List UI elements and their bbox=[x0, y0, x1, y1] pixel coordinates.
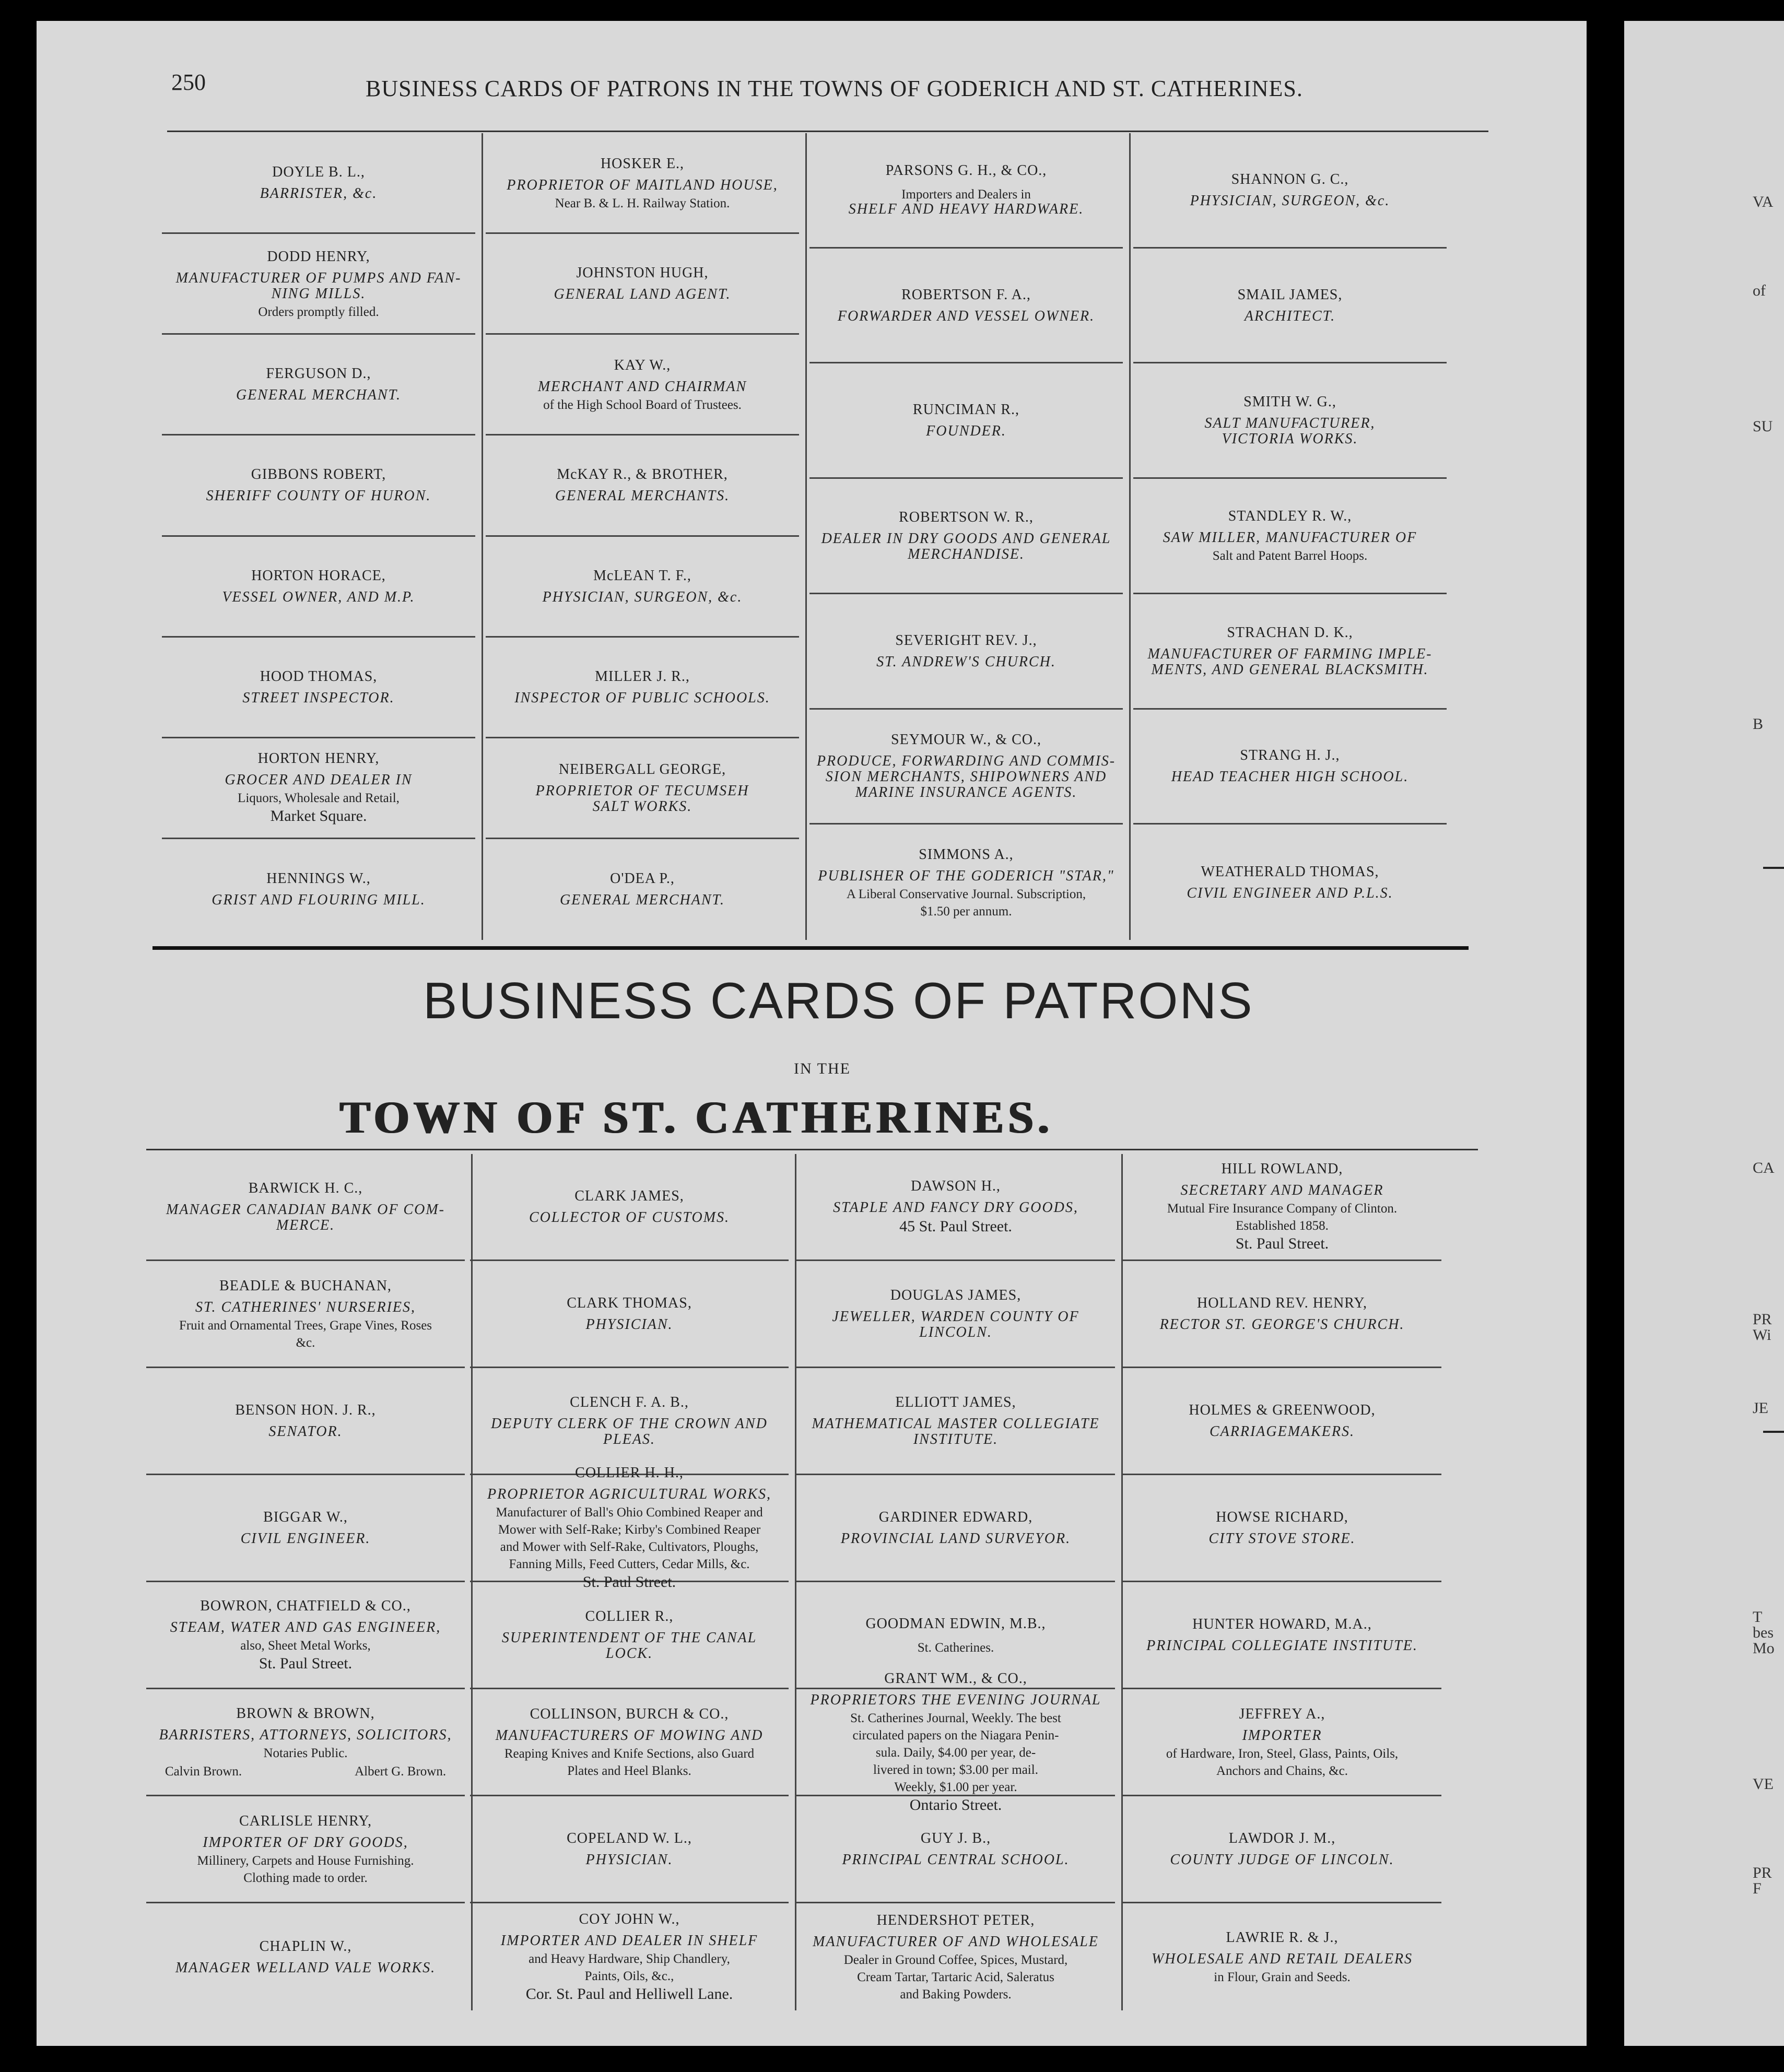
card-detail: Established 1858. bbox=[1236, 1219, 1329, 1233]
patron-name: BIGGAR W., bbox=[263, 1509, 348, 1525]
section-subtitle: IN THE bbox=[794, 1060, 851, 1077]
occupation-line: MANUFACTURERS OF MOWING AND bbox=[495, 1727, 764, 1744]
patron-name: FERGUSON D., bbox=[266, 366, 371, 382]
patron-name: HENNINGS W., bbox=[266, 870, 371, 887]
partner-names bbox=[165, 1764, 446, 1779]
business-card bbox=[1123, 1368, 1441, 1475]
business-card bbox=[1123, 1582, 1441, 1689]
occupation-line: PRODUCE, FORWARDING AND COMMIS- bbox=[816, 753, 1116, 770]
occupation-line: PUBLISHER OF THE GODERICH "STAR," bbox=[818, 867, 1114, 884]
occupation-line: MANAGER CANADIAN BANK OF COM- bbox=[166, 1202, 445, 1218]
patron-name: SMAIL JAMES, bbox=[1237, 286, 1343, 303]
patron-name: GARDINER EDWARD, bbox=[878, 1509, 1033, 1525]
card-detail: $1.50 per annum. bbox=[920, 904, 1012, 919]
patron-name: STANDLEY R. W., bbox=[1228, 508, 1352, 525]
occupation-line: SHELF AND HEAVY HARDWARE. bbox=[848, 201, 1084, 218]
patron-name: GOODMAN EDWIN, M.B., bbox=[865, 1615, 1046, 1632]
card-column bbox=[1133, 133, 1447, 940]
business-card bbox=[486, 435, 799, 536]
patron-name: COLLIER H. H., bbox=[575, 1465, 684, 1481]
card-column bbox=[146, 1154, 465, 2010]
business-card bbox=[809, 479, 1123, 594]
patron-name: LAWDOR J. M., bbox=[1228, 1830, 1336, 1846]
adjacent-page-fragment: bes bbox=[1753, 1624, 1774, 1641]
occupation-line: DEALER IN DRY GOODS AND GENERAL bbox=[821, 530, 1111, 547]
adjacent-page-fragment: T bbox=[1753, 1608, 1763, 1626]
patron-name: SEVERIGHT REV. J., bbox=[895, 632, 1037, 649]
patron-name: COY JOHN W., bbox=[579, 1911, 680, 1927]
business-card bbox=[1133, 249, 1447, 364]
card-detail: Fanning Mills, Feed Cutters, Cedar Mills, &c. bbox=[509, 1557, 750, 1571]
occupation-line: DEPUTY CLERK OF THE CROWN AND bbox=[491, 1416, 768, 1432]
column-divider bbox=[805, 133, 807, 940]
occupation-line: ST. CATHERINES' NURSERIES, bbox=[195, 1299, 416, 1315]
card-detail: Millinery, Carpets and House Furnishing. bbox=[197, 1854, 414, 1868]
adjacent-page-fragment: SU bbox=[1753, 418, 1773, 435]
occupation-line: GROCER AND DEALER IN bbox=[225, 772, 413, 788]
business-card bbox=[162, 638, 475, 738]
street-address: 45 St. Paul Street. bbox=[899, 1218, 1012, 1235]
patron-name: BOWRON, CHATFIELD & CO., bbox=[200, 1597, 411, 1614]
business-card bbox=[796, 1670, 1115, 1814]
occupation-line: CIVIL ENGINEER AND P.L.S. bbox=[1187, 885, 1393, 901]
business-card bbox=[146, 1582, 465, 1689]
card-detail: Cream Tartar, Tartaric Acid, Saleratus bbox=[857, 1970, 1054, 1984]
adjacent-page-fragment: Wi bbox=[1753, 1326, 1771, 1344]
business-card bbox=[486, 234, 799, 335]
business-card bbox=[796, 1261, 1115, 1368]
patron-name: McLEAN T. F., bbox=[593, 567, 691, 584]
card-detail: and Baking Powders. bbox=[900, 1987, 1012, 2002]
business-card bbox=[470, 1582, 789, 1689]
occupation-line: SENATOR. bbox=[268, 1423, 343, 1440]
card-detail: in Flour, Grain and Seeds. bbox=[1214, 1970, 1351, 1984]
patron-name: SHANNON G. C., bbox=[1231, 171, 1349, 187]
occupation-line: SALT MANUFACTURER, bbox=[1204, 415, 1376, 432]
patron-name: HOSKER E., bbox=[600, 155, 685, 172]
occupation-line: STAPLE AND FANCY DRY GOODS, bbox=[833, 1199, 1078, 1216]
occupation-line: PROPRIETOR AGRICULTURAL WORKS, bbox=[487, 1486, 771, 1502]
business-card bbox=[146, 1689, 465, 1796]
card-detail: and Heavy Hardware, Ship Chandlery, bbox=[529, 1951, 730, 1966]
patron-name: GUY J. B., bbox=[920, 1830, 991, 1846]
card-column bbox=[486, 133, 799, 940]
card-detail: Paints, Oils, &c., bbox=[584, 1969, 674, 1983]
business-card bbox=[809, 133, 1123, 249]
occupation-line: BARRISTERS, ATTORNEYS, SOLICITORS, bbox=[159, 1726, 452, 1743]
patron-name: CHAPLIN W., bbox=[259, 1938, 352, 1955]
occupation-line: ARCHITECT. bbox=[1244, 308, 1336, 324]
occupation-line: IMPORTER OF DRY GOODS, bbox=[203, 1834, 408, 1851]
occupation-line: GENERAL MERCHANT. bbox=[236, 387, 402, 404]
street-address: St. Paul Street. bbox=[1235, 1235, 1329, 1252]
patron-name: BROWN & BROWN, bbox=[236, 1705, 375, 1722]
business-card bbox=[1133, 594, 1447, 710]
occupation-line: PRINCIPAL COLLEGIATE INSTITUTE. bbox=[1146, 1638, 1418, 1654]
occupation-line: CIVIL ENGINEER. bbox=[240, 1531, 371, 1547]
business-card bbox=[1133, 363, 1447, 479]
card-detail: Anchors and Chains, &c. bbox=[1216, 1764, 1348, 1778]
card-detail: Orders promptly filled. bbox=[258, 304, 379, 319]
business-card bbox=[162, 435, 475, 536]
business-card bbox=[162, 133, 475, 234]
card-detail: Near B. & L. H. Railway Station. bbox=[555, 196, 730, 210]
occupation-line: SAW MILLER, MANUFACTURER OF bbox=[1163, 529, 1417, 546]
adjacent-page-fragment: B bbox=[1753, 715, 1764, 733]
patron-name: HORTON HENRY, bbox=[257, 750, 380, 767]
business-card bbox=[796, 1368, 1115, 1475]
card-detail: and Mower with Self-Rake, Cultivators, Ploughs, bbox=[500, 1540, 759, 1554]
card-column bbox=[162, 133, 475, 940]
patron-name: SMITH W. G., bbox=[1243, 394, 1336, 410]
patron-name: HOLMES & GREENWOOD, bbox=[1189, 1402, 1376, 1418]
occupation-line: FOUNDER. bbox=[926, 423, 1006, 440]
card-detail: St. Catherines. bbox=[917, 1640, 994, 1655]
patron-name: COLLINSON, BURCH & CO., bbox=[530, 1706, 729, 1722]
card-detail: Mower with Self-Rake; Kirby's Combined Reaper bbox=[498, 1523, 761, 1537]
business-card bbox=[162, 738, 475, 839]
business-card bbox=[486, 839, 799, 940]
patron-name: HORTON HORACE, bbox=[251, 567, 386, 584]
card-detail: Liquors, Wholesale and Retail, bbox=[238, 791, 400, 806]
business-card bbox=[1123, 1154, 1441, 1261]
occupation-line: PROPRIETORS THE EVENING JOURNAL bbox=[810, 1691, 1101, 1708]
card-detail: Mutual Fire Insurance Company of Clinton. bbox=[1167, 1202, 1398, 1216]
patron-name: BENSON HON. J. R., bbox=[235, 1402, 376, 1418]
patron-name: COPELAND W. L., bbox=[567, 1830, 692, 1846]
section-title: BUSINESS CARDS OF PATRONS bbox=[423, 972, 1254, 1029]
patron-name: BEADLE & BUCHANAN, bbox=[219, 1278, 392, 1294]
town-title: TOWN OF ST. CATHERINES. bbox=[339, 1092, 1053, 1143]
business-card bbox=[146, 1261, 465, 1368]
patron-name: ROBERTSON W. R., bbox=[899, 509, 1034, 525]
card-column bbox=[809, 133, 1123, 940]
card-detail: Fruit and Ornamental Trees, Grape Vines, Roses bbox=[179, 1318, 432, 1333]
card-detail: A Liberal Conservative Journal. Subscription, bbox=[846, 887, 1086, 901]
business-card bbox=[470, 1689, 789, 1796]
street-address: St. Paul Street. bbox=[582, 1573, 676, 1591]
occupation-line: ST. ANDREW'S CHURCH. bbox=[876, 653, 1056, 670]
occupation-line: MERCHANDISE. bbox=[908, 546, 1025, 562]
business-card bbox=[809, 363, 1123, 479]
business-card bbox=[1123, 1475, 1441, 1582]
card-column bbox=[470, 1154, 789, 2010]
occupation-line: SUPERINTENDENT OF THE CANAL bbox=[501, 1630, 757, 1646]
business-card bbox=[470, 1261, 789, 1368]
occupation-line: CITY STOVE STORE. bbox=[1208, 1531, 1356, 1547]
occupation-line: PROPRIETOR OF MAITLAND HOUSE, bbox=[507, 176, 778, 193]
business-card bbox=[486, 537, 799, 638]
business-card bbox=[796, 1475, 1115, 1582]
occupation-line: RECTOR ST. GEORGE'S CHURCH. bbox=[1159, 1316, 1405, 1333]
business-card bbox=[1123, 1689, 1441, 1796]
partner-name: Calvin Brown. bbox=[165, 1764, 242, 1779]
patron-name: RUNCIMAN R., bbox=[912, 402, 1020, 418]
patron-name: SEYMOUR W., & CO., bbox=[891, 732, 1041, 748]
patron-name: DOYLE B. L., bbox=[272, 164, 365, 181]
adjacent-page-fragment: VA bbox=[1753, 193, 1774, 210]
occupation-line: GRIST AND FLOURING MILL. bbox=[212, 892, 426, 909]
card-detail: Clothing made to order. bbox=[243, 1871, 368, 1885]
business-card bbox=[1123, 1261, 1441, 1368]
business-card bbox=[470, 1903, 789, 2010]
partner-name: Albert G. Brown. bbox=[355, 1764, 447, 1779]
business-card bbox=[146, 1475, 465, 1582]
occupation-line: GENERAL MERCHANTS. bbox=[555, 488, 730, 504]
patron-name: COLLIER R., bbox=[585, 1608, 674, 1624]
patron-name: O'DEA P., bbox=[610, 870, 675, 887]
business-card bbox=[809, 594, 1123, 710]
business-card bbox=[146, 1368, 465, 1475]
business-card bbox=[470, 1154, 789, 1261]
adjacent-page-fragment: CA bbox=[1753, 1159, 1775, 1176]
occupation-line: MANAGER WELLAND VALE WORKS. bbox=[175, 1959, 436, 1976]
patron-name: DAWSON H., bbox=[911, 1178, 1001, 1194]
occupation-line: MENTS, AND GENERAL BLACKSMITH. bbox=[1151, 661, 1429, 678]
patron-name: HENDERSHOT PETER, bbox=[876, 1912, 1035, 1928]
patron-name: GRANT WM., & CO., bbox=[884, 1670, 1027, 1687]
patron-name: HILL ROWLAND, bbox=[1221, 1161, 1343, 1177]
occupation-line: LOCK. bbox=[605, 1645, 653, 1662]
adjacent-page-fragment: PR bbox=[1753, 1864, 1772, 1881]
adjacent-page-fragment: F bbox=[1753, 1880, 1762, 1897]
patron-name: SIMMONS A., bbox=[919, 846, 1014, 863]
card-detail: Dealer in Ground Coffee, Spices, Mustard, bbox=[843, 1953, 1068, 1967]
business-card bbox=[809, 825, 1123, 940]
adjacent-page-fragment: of bbox=[1753, 282, 1766, 299]
patron-name: STRANG H. J., bbox=[1240, 747, 1340, 764]
patron-name: JEFFREY A., bbox=[1239, 1706, 1325, 1722]
business-card bbox=[796, 1903, 1115, 2010]
card-detail: of the High School Board of Trustees. bbox=[543, 397, 742, 412]
occupation-line: MERCE. bbox=[276, 1217, 335, 1233]
occupation-line: BARRISTER, &c. bbox=[260, 185, 378, 202]
occupation-line: PHYSICIAN, SURGEON, &c. bbox=[1190, 192, 1390, 209]
business-card bbox=[486, 335, 799, 435]
occupation-line: MANUFACTURER OF FARMING IMPLE- bbox=[1147, 645, 1433, 662]
occupation-line: MANUFACTURER OF AND WHOLESALE bbox=[813, 1934, 1099, 1950]
occupation-line: IMPORTER bbox=[1242, 1727, 1322, 1744]
business-card bbox=[486, 738, 799, 839]
patron-name: MILLER J. R., bbox=[595, 668, 690, 685]
occupation-line: FORWARDER AND VESSEL OWNER. bbox=[837, 308, 1095, 324]
occupation-line: MARINE INSURANCE AGENTS. bbox=[855, 784, 1077, 801]
patron-name: ROBERTSON F. A., bbox=[901, 286, 1031, 303]
business-card bbox=[1123, 1903, 1441, 2010]
occupation-line: HEAD TEACHER HIGH SCHOOL. bbox=[1171, 769, 1409, 785]
occupation-line: NING MILLS. bbox=[271, 285, 366, 302]
card-detail: circulated papers on the Niagara Penin- bbox=[852, 1728, 1059, 1743]
adjacent-page-fragment: PR bbox=[1753, 1311, 1772, 1328]
occupation-line: PLEAS. bbox=[603, 1431, 655, 1447]
town-title-rule bbox=[146, 1149, 1478, 1150]
patron-name: JOHNSTON HUGH, bbox=[576, 265, 709, 281]
patron-name: DODD HENRY, bbox=[267, 248, 370, 265]
card-detail: Plates and Heel Blanks. bbox=[567, 1764, 691, 1778]
adjacent-page-fragment: VE bbox=[1753, 1775, 1774, 1793]
occupation-line: COUNTY JUDGE OF LINCOLN. bbox=[1170, 1852, 1394, 1868]
business-card bbox=[796, 1796, 1115, 1903]
patron-name: GIBBONS ROBERT, bbox=[251, 466, 386, 483]
adjacent-page-fragment: Mo bbox=[1753, 1640, 1775, 1657]
patron-name: HOLLAND REV. HENRY, bbox=[1197, 1295, 1367, 1311]
patron-name: ELLIOTT JAMES, bbox=[895, 1394, 1016, 1410]
column-divider bbox=[482, 133, 483, 940]
occupation-line: PRINCIPAL CENTRAL SCHOOL. bbox=[842, 1852, 1070, 1868]
occupation-line: INSTITUTE. bbox=[913, 1431, 999, 1447]
patron-name: KAY W., bbox=[614, 357, 671, 373]
patron-name: HUNTER HOWARD, M.A., bbox=[1192, 1616, 1372, 1632]
occupation-line: VESSEL OWNER, AND M.P. bbox=[222, 588, 415, 605]
column-divider bbox=[1129, 133, 1131, 940]
section-divider bbox=[152, 946, 1469, 950]
page-number: 250 bbox=[171, 69, 206, 95]
occupation-line: PROVINCIAL LAND SURVEYOR. bbox=[840, 1531, 1071, 1547]
occupation-line: SALT WORKS. bbox=[592, 798, 693, 815]
occupation-line: COLLECTOR OF CUSTOMS. bbox=[529, 1209, 730, 1226]
patron-name: CLARK JAMES, bbox=[574, 1188, 684, 1204]
occupation-line: MERCHANT AND CHAIRMAN bbox=[537, 378, 747, 395]
business-card bbox=[470, 1796, 789, 1903]
card-detail: Salt and Patent Barrel Hoops. bbox=[1212, 549, 1368, 563]
adjacent-page-rule bbox=[1763, 1431, 1784, 1433]
business-card bbox=[470, 1368, 789, 1475]
business-card bbox=[1133, 710, 1447, 825]
patron-name: McKAY R., & BROTHER, bbox=[557, 466, 728, 483]
patron-name: HOOD THOMAS, bbox=[260, 668, 378, 685]
business-card bbox=[486, 133, 799, 234]
business-card bbox=[1133, 133, 1447, 249]
card-detail: Reaping Knives and Knife Sections, also Guard bbox=[504, 1747, 755, 1761]
patron-name: HOWSE RICHARD, bbox=[1216, 1509, 1348, 1525]
occupation-line: STREET INSPECTOR. bbox=[242, 689, 395, 706]
card-column bbox=[796, 1154, 1115, 2010]
occupation-line: PHYSICIAN. bbox=[585, 1852, 673, 1868]
occupation-line: CARRIAGEMAKERS. bbox=[1209, 1423, 1355, 1440]
book-page bbox=[37, 21, 1587, 2046]
patron-name: STRACHAN D. K., bbox=[1227, 624, 1353, 641]
street-address: St. Paul Street. bbox=[259, 1654, 353, 1672]
business-card bbox=[162, 335, 475, 435]
card-detail: Manufacturer of Ball's Ohio Combined Reaper and bbox=[496, 1505, 763, 1520]
occupation-line: WHOLESALE AND RETAIL DEALERS bbox=[1151, 1951, 1413, 1967]
occupation-line: PROPRIETOR OF TECUMSEH bbox=[535, 782, 749, 799]
occupation-line: PHYSICIAN, SURGEON, &c. bbox=[542, 588, 743, 605]
patron-name: CLENCH F. A. B., bbox=[570, 1394, 689, 1410]
business-card bbox=[162, 537, 475, 638]
business-card bbox=[486, 638, 799, 738]
patron-name: CLARK THOMAS, bbox=[567, 1295, 692, 1311]
occupation-line: INSPECTOR OF PUBLIC SCHOOLS. bbox=[514, 689, 770, 706]
card-detail: Notaries Public. bbox=[263, 1746, 348, 1760]
card-detail: livered in town; $3.00 per mail. bbox=[873, 1762, 1038, 1777]
business-card bbox=[1123, 1796, 1441, 1903]
business-card bbox=[162, 839, 475, 940]
occupation-line: SHERIFF COUNTY OF HURON. bbox=[206, 488, 431, 504]
card-detail: Weekly, $1.00 per year. bbox=[894, 1780, 1017, 1794]
running-title: BUSINESS CARDS OF PATRONS IN THE TOWNS OF GODERICH AND ST. CATHERINES. bbox=[366, 76, 1303, 101]
patron-name: NEIBERGALL GEORGE, bbox=[558, 761, 726, 778]
card-detail: sula. Daily, $4.00 per year, de- bbox=[875, 1745, 1036, 1760]
card-detail: St. Catherines Journal, Weekly. The best bbox=[850, 1711, 1061, 1725]
card-column bbox=[1123, 1154, 1441, 2010]
street-address: Market Square. bbox=[270, 807, 367, 825]
header-rule bbox=[167, 131, 1488, 132]
business-card bbox=[809, 249, 1123, 364]
occupation-line: GENERAL MERCHANT. bbox=[559, 892, 725, 909]
occupation-line: PHYSICIAN. bbox=[585, 1316, 673, 1333]
occupation-line: STEAM, WATER AND GAS ENGINEER, bbox=[170, 1619, 441, 1635]
business-card bbox=[796, 1154, 1115, 1261]
occupation-line: MATHEMATICAL MASTER COLLEGIATE bbox=[812, 1416, 1100, 1432]
card-detail: also, Sheet Metal Works, bbox=[240, 1638, 371, 1653]
street-address: Ontario Street. bbox=[909, 1796, 1002, 1814]
occupation-line: VICTORIA WORKS. bbox=[1222, 431, 1358, 448]
business-card bbox=[162, 234, 475, 335]
occupation-line: MANUFACTURER OF PUMPS AND FAN- bbox=[175, 269, 462, 286]
patron-name: WEATHERALD THOMAS, bbox=[1201, 863, 1379, 880]
occupation-line: JEWELLER, WARDEN COUNTY OF bbox=[832, 1309, 1079, 1325]
business-card bbox=[146, 1903, 465, 2010]
card-detail: &c. bbox=[296, 1336, 315, 1350]
adjacent-page-strip bbox=[1624, 21, 1784, 2046]
occupation-line: GENERAL LAND AGENT. bbox=[554, 286, 731, 303]
patron-name: PARSONS G. H., & CO., bbox=[885, 162, 1047, 179]
patron-name: CARLISLE HENRY, bbox=[239, 1813, 372, 1829]
occupation-line: SION MERCHANTS, SHIPOWNERS AND bbox=[825, 769, 1107, 785]
business-card bbox=[146, 1154, 465, 1261]
patron-name: DOUGLAS JAMES, bbox=[890, 1287, 1022, 1303]
adjacent-page-fragment: JE bbox=[1753, 1399, 1768, 1417]
business-card bbox=[1133, 479, 1447, 594]
card-detail: of Hardware, Iron, Steel, Glass, Paints, Oils, bbox=[1166, 1747, 1399, 1761]
occupation-line: IMPORTER AND DEALER IN SHELF bbox=[500, 1932, 758, 1949]
business-card bbox=[146, 1796, 465, 1903]
business-card bbox=[470, 1465, 789, 1591]
occupation-line: LINCOLN. bbox=[919, 1324, 992, 1340]
card-detail: Importers and Dealers in bbox=[901, 187, 1031, 202]
occupation-line: SECRETARY AND MANAGER bbox=[1180, 1182, 1384, 1198]
patron-name: LAWRIE R. & J., bbox=[1226, 1929, 1339, 1946]
adjacent-page-rule bbox=[1763, 867, 1784, 869]
street-address: Cor. St. Paul and Helliwell Lane. bbox=[525, 1985, 733, 2003]
patron-name: BARWICK H. C., bbox=[248, 1180, 363, 1196]
business-card bbox=[809, 710, 1123, 825]
business-card bbox=[1133, 825, 1447, 940]
